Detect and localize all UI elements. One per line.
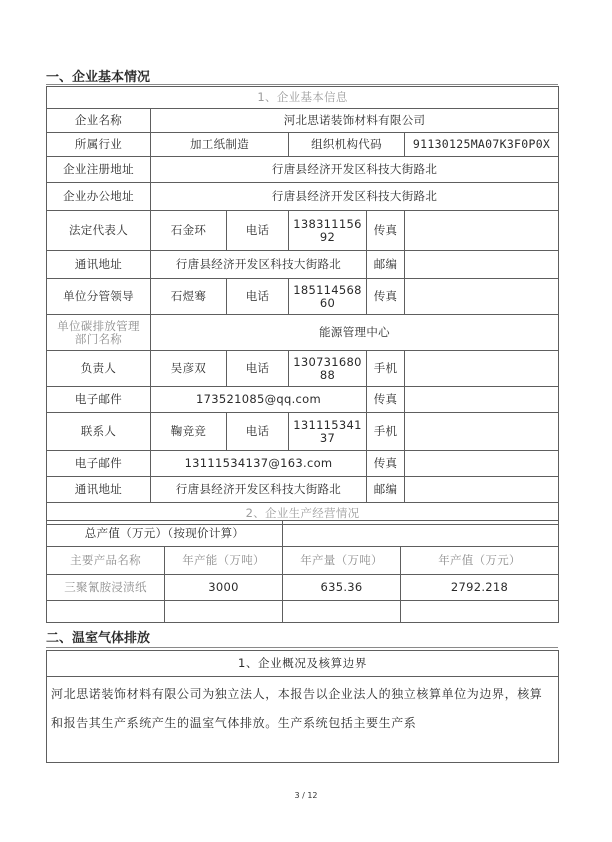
leader-phone-label: 电话 bbox=[227, 279, 289, 315]
contact-phone-label: 电话 bbox=[227, 413, 289, 451]
email-2-value: 13111534137@163.com bbox=[151, 451, 367, 477]
email-2-label: 电子邮件 bbox=[47, 451, 151, 477]
mail-address-2-value: 行唐县经济开发区科技大街路北 bbox=[151, 477, 367, 503]
section-2-heading: 二、温室气体排放 bbox=[46, 631, 151, 646]
table-row bbox=[47, 109, 559, 133]
industry-value: 加工纸制造 bbox=[151, 133, 289, 157]
overview-paragraph: 河北思诺装饰材料有限公司为独立法人，本报告以企业法人的独立核算单位为边界，核算和报告其生产系统产生的温室气体排放。生产系统包括主要生产系 bbox=[47, 677, 559, 763]
leader-phone-value: 18511456860 bbox=[289, 279, 367, 315]
person-in-charge-mobile-value bbox=[405, 351, 559, 387]
subsection-basic-info: 1、企业基本信息 bbox=[47, 87, 559, 109]
leader-label: 单位分管领导 bbox=[47, 279, 151, 315]
table-row bbox=[47, 351, 559, 387]
table-row bbox=[47, 651, 559, 677]
mail-address-2-label: 通讯地址 bbox=[47, 477, 151, 503]
section-1-heading: 一、企业基本情况 bbox=[46, 70, 151, 85]
legal-rep-fax-value bbox=[405, 211, 559, 251]
leader-fax-value bbox=[405, 279, 559, 315]
person-in-charge-phone-value: 13073168088 bbox=[289, 351, 367, 387]
person-in-charge-value: 吴彦双 bbox=[151, 351, 227, 387]
column-header: 年产能（万吨） bbox=[165, 547, 283, 575]
reg-address-label: 企业注册地址 bbox=[47, 157, 151, 183]
table-row bbox=[47, 279, 559, 315]
person-in-charge-mobile-label: 手机 bbox=[367, 351, 405, 387]
postcode-2-label: 邮编 bbox=[367, 477, 405, 503]
office-address-value: 行唐县经济开发区科技大街路北 bbox=[151, 183, 559, 211]
table-row bbox=[47, 413, 559, 451]
table-row bbox=[47, 133, 559, 157]
product-capacity: 3000 bbox=[165, 575, 283, 601]
org-code-value: 91130125MA07K3F0P0X bbox=[405, 133, 559, 157]
legal-rep-fax-label: 传真 bbox=[367, 211, 405, 251]
email-2-fax-value bbox=[405, 451, 559, 477]
product-name: 三聚氰胺浸渍纸 bbox=[47, 575, 165, 601]
industry-label: 所属行业 bbox=[47, 133, 151, 157]
table-row bbox=[47, 183, 559, 211]
postcode-label: 邮编 bbox=[367, 251, 405, 279]
table-header-row bbox=[47, 547, 559, 575]
person-in-charge-phone-label: 电话 bbox=[227, 351, 289, 387]
table-row bbox=[47, 251, 559, 279]
carbon-dept-label: 单位碳排放管理部门名称 bbox=[47, 315, 151, 351]
table-row bbox=[47, 521, 559, 547]
subsection-production: 2、企业生产经营情况 bbox=[47, 503, 559, 525]
column-header: 年产量（万吨） bbox=[283, 547, 401, 575]
email-2-fax-label: 传真 bbox=[367, 451, 405, 477]
column-header: 年产值（万元） bbox=[401, 547, 559, 575]
table-row bbox=[47, 451, 559, 477]
org-code-label: 组织机构代码 bbox=[289, 133, 405, 157]
subsection-overview: 1、企业概况及核算边界 bbox=[47, 651, 559, 677]
leader-value: 石煜骞 bbox=[151, 279, 227, 315]
empty-cell bbox=[283, 601, 401, 623]
table-row bbox=[47, 315, 559, 351]
table-row bbox=[47, 677, 559, 763]
email-1-value: 173521085@qq.com bbox=[151, 387, 367, 413]
postcode-value bbox=[405, 251, 559, 279]
table-row bbox=[47, 575, 559, 601]
carbon-dept-value: 能源管理中心 bbox=[151, 315, 559, 351]
product-output: 635.36 bbox=[283, 575, 401, 601]
table-row bbox=[47, 211, 559, 251]
person-in-charge-label: 负责人 bbox=[47, 351, 151, 387]
emission-table bbox=[46, 650, 559, 763]
email-1-fax-value bbox=[405, 387, 559, 413]
email-1-fax-label: 传真 bbox=[367, 387, 405, 413]
empty-cell bbox=[401, 601, 559, 623]
page-number: 3 / 12 bbox=[294, 791, 318, 800]
reg-address-value: 行唐县经济开发区科技大街路北 bbox=[151, 157, 559, 183]
product-value: 2792.218 bbox=[401, 575, 559, 601]
column-header: 主要产品名称 bbox=[47, 547, 165, 575]
legal-rep-phone-label: 电话 bbox=[227, 211, 289, 251]
email-1-label: 电子邮件 bbox=[47, 387, 151, 413]
legal-rep-phone-value: 13831115692 bbox=[289, 211, 367, 251]
contact-value: 鞠竞竞 bbox=[151, 413, 227, 451]
table-row bbox=[47, 601, 559, 623]
contact-phone-value: 13111534137 bbox=[289, 413, 367, 451]
section-2-rule bbox=[46, 647, 558, 648]
empty-cell bbox=[165, 601, 283, 623]
gross-output-label: 总产值（万元）（按现价计算） bbox=[47, 521, 283, 547]
table-row bbox=[47, 477, 559, 503]
contact-label: 联系人 bbox=[47, 413, 151, 451]
table-row bbox=[47, 87, 559, 109]
postcode-2-value bbox=[405, 477, 559, 503]
contact-mobile-label: 手机 bbox=[367, 413, 405, 451]
company-name-label: 企业名称 bbox=[47, 109, 151, 133]
mail-address-value: 行唐县经济开发区科技大街路北 bbox=[151, 251, 367, 279]
contact-mobile-value bbox=[405, 413, 559, 451]
legal-rep-value: 石金环 bbox=[151, 211, 227, 251]
company-name-value: 河北思诺装饰材料有限公司 bbox=[151, 109, 559, 133]
table-row bbox=[47, 157, 559, 183]
table-row bbox=[47, 387, 559, 413]
leader-fax-label: 传真 bbox=[367, 279, 405, 315]
section-1-rule bbox=[46, 84, 558, 85]
office-address-label: 企业办公地址 bbox=[47, 183, 151, 211]
empty-cell bbox=[47, 601, 165, 623]
legal-rep-label: 法定代表人 bbox=[47, 211, 151, 251]
mail-address-label: 通讯地址 bbox=[47, 251, 151, 279]
gross-output-value bbox=[283, 521, 559, 547]
production-table bbox=[46, 520, 559, 623]
basic-info-table bbox=[46, 86, 559, 525]
